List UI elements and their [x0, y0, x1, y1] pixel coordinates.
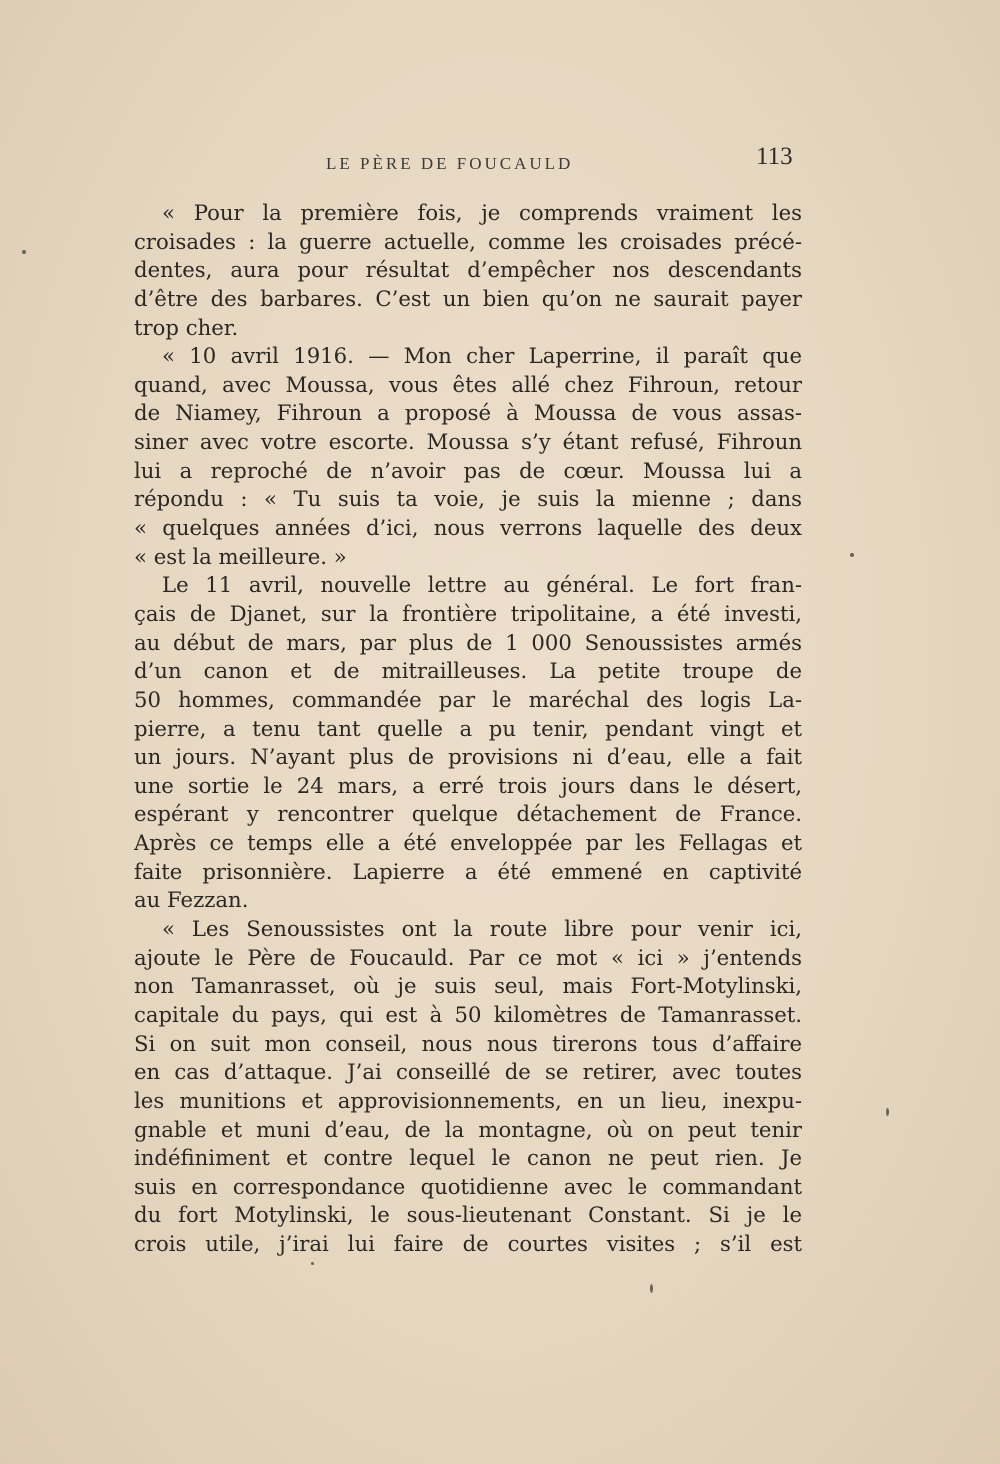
- paper-speck: [886, 1108, 889, 1116]
- text-line: trop cher.: [134, 314, 239, 340]
- text-line: ajoute le Père de Foucauld. Par ce mot « ici » j’entends: [134, 944, 802, 970]
- text-line: Après ce temps elle a été enveloppée par les Fellagas et: [134, 830, 802, 856]
- text-line: dentes, aura pour résultat d’empêcher nos descendants: [134, 257, 802, 283]
- text-line: çais de Djanet, sur la frontière tripolitaine, a été investi,: [134, 600, 802, 626]
- text-line: d’un canon et de mitrailleuses. La petite troupe de: [134, 658, 802, 684]
- text-line: siner avec votre escorte. Moussa s’y étant refusé, Fihroun: [134, 429, 802, 455]
- text-line: pierre, a tenu tant quelle a pu tenir, pendant vingt et: [134, 715, 802, 741]
- text-line: « quelques années d’ici, nous verrons laquelle des deux: [134, 515, 802, 541]
- paper-speck: [850, 553, 854, 557]
- text-line: en cas d’attaque. J’ai conseillé de se retirer, avec toutes: [134, 1059, 802, 1085]
- text-line: les munitions et approvisionnements, en un lieu, inexpu-: [134, 1087, 802, 1113]
- text-line: non Tamanrasset, où je suis seul, mais Fort-Motylinski,: [134, 973, 802, 999]
- paper-speck: [311, 1262, 314, 1265]
- text-line: « Les Senoussistes ont la route libre pour venir ici,: [162, 916, 802, 942]
- text-line: faite prisonnière. Lapierre a été emmené en captivité: [134, 858, 802, 884]
- text-line: de Niamey, Fihroun a proposé à Moussa de vous assas-: [134, 400, 802, 426]
- text-line: suis en correspondance quotidienne avec le commandant: [134, 1173, 802, 1199]
- body-text: [134, 199, 802, 1259]
- text-line: espérant y rencontrer quelque détachement de France.: [134, 801, 802, 827]
- text-line: « Pour la première fois, je comprends vraiment les: [162, 200, 802, 225]
- text-line: indéfiniment et contre lequel le canon ne peut rien. Je: [134, 1145, 802, 1171]
- page-number: 113: [756, 143, 793, 170]
- text-line: du fort Motylinski, le sous-lieutenant Constant. Si je le: [134, 1202, 802, 1228]
- paper-speck: [650, 1284, 653, 1293]
- text-line: d’être des barbares. C’est un bien qu’on ne saurait payer: [134, 285, 802, 311]
- text-line: 50 hommes, commandée par le maréchal des logis La-: [134, 686, 802, 712]
- text-line: au Fezzan.: [134, 887, 249, 913]
- text-line: gnable et muni d’eau, de la montagne, où on peut tenir: [134, 1116, 802, 1142]
- text-line: un jours. N’ayant plus de provisions ni d’eau, elle a fait: [134, 744, 802, 770]
- text-line: Le 11 avril, nouvelle lettre au général. Le fort fran-: [162, 572, 802, 598]
- text-line: « est la meilleure. »: [134, 543, 347, 569]
- text-line: répondu : « Tu suis ta voie, je suis la mienne ; dans: [134, 486, 802, 512]
- paper-speck: [22, 250, 26, 254]
- text-line: lui a reproché de n’avoir pas de cœur. Moussa lui a: [134, 457, 802, 483]
- text-line: une sortie le 24 mars, a erré trois jours dans le désert,: [134, 772, 802, 798]
- text-line: croisades : la guerre actuelle, comme les croisades précé-: [134, 228, 802, 254]
- text-line: capitale du pays, qui est à 50 kilomètres de Tamanrasset.: [134, 1001, 802, 1027]
- text-line: Si on suit mon conseil, nous nous tirerons tous d’affaire: [134, 1030, 802, 1056]
- running-head: LE PÈRE DE FOUCAULD: [326, 154, 574, 173]
- text-line: quand, avec Moussa, vous êtes allé chez Fihroun, retour: [134, 371, 802, 397]
- text-line: au début de mars, par plus de 1 000 Senoussistes armés: [134, 629, 802, 655]
- text-line: crois utile, j’irai lui faire de courtes visites ; s’il est: [134, 1231, 802, 1257]
- text-line: « 10 avril 1916. — Mon cher Laperrine, il paraît que: [162, 343, 802, 369]
